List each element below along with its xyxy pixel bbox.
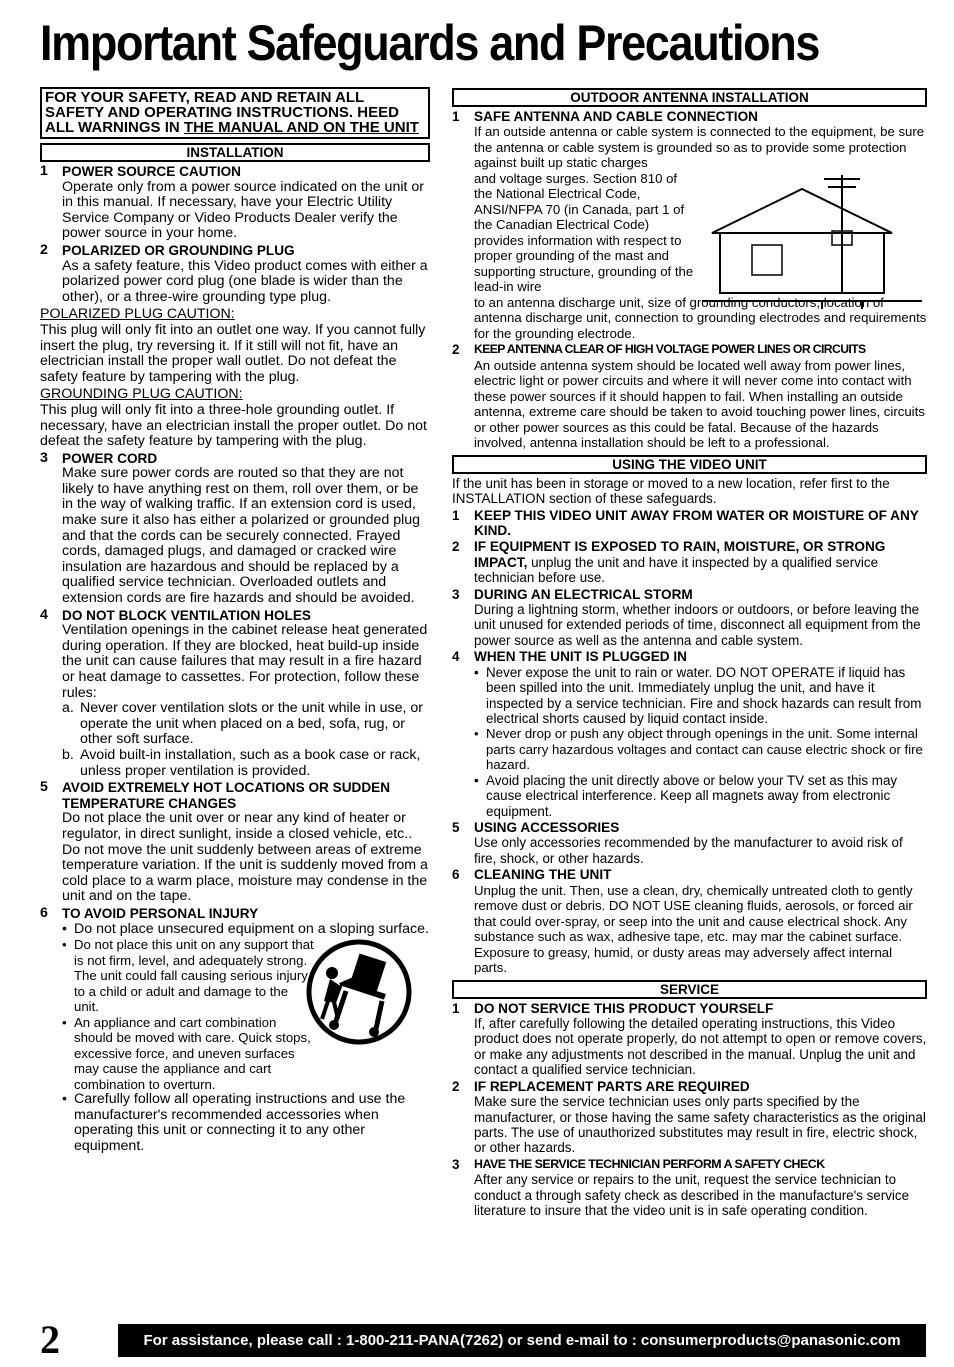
item-number: 2 (452, 539, 460, 555)
item-text: Use only accessories recommended by the manufacturer to avoid risk of fire, shock, or other hazards. (474, 835, 903, 866)
item-title: SAFE ANTENNA AND CABLE CONNECTION (474, 109, 758, 124)
antenna-grounding-diagram (692, 171, 927, 311)
item-text: Unplug the unit. Then, use a clean, dry, chemically untreated cloth to gently remove dust or debris. DO NOT USE cleaning fluids, aerosols, or forced air that could over-spray, or seep into the unit and cause electrical shock. Any substance such as wax, adhesive tape, etc. may mar the cabinet surface. Exposure to greasy, humid, or dusty areas may adversely affect internal parts. (474, 882, 913, 976)
service-item-2 (452, 1079, 927, 1156)
grounding-plug-caution-heading: GROUNDING PLUG CAUTION: (40, 386, 243, 403)
installation-item-4 (40, 608, 430, 780)
item-text: unplug the unit and have it inspected by a qualified service technician before use. (474, 554, 879, 586)
item-title: KEEP THIS VIDEO UNIT AWAY FROM WATER OR MOISTURE OF ANY KIND. (474, 507, 919, 539)
bullet-text: Carefully follow all operating instructions and use the manufacturer's recommended accessories when operating this unit or connecting it to any other equipment. (74, 1091, 406, 1154)
installation-item-2 (40, 243, 430, 305)
item-title: POLARIZED OR GROUNDING PLUG (62, 242, 295, 258)
item-title: KEEP ANTENNA CLEAR OF HIGH VOLTAGE POWER LINES OR CIRCUITS (474, 342, 866, 357)
installation-item-6 (40, 906, 430, 1155)
bullet-icon: • (62, 1014, 67, 1030)
bullet-icon: • (474, 772, 479, 788)
antenna-grounding-block (474, 171, 927, 295)
antenna-item-1 (452, 109, 927, 341)
using-item-4 (452, 649, 927, 819)
service-heading: SERVICE (452, 980, 927, 999)
assistance-banner (118, 1324, 926, 1357)
item-number: 6 (452, 867, 460, 883)
antenna-item-2 (452, 342, 927, 450)
item-title: IF REPLACEMENT PARTS ARE REQUIRED (474, 1078, 750, 1094)
using-item-1 (452, 508, 927, 539)
item-number: 2 (452, 1078, 460, 1094)
bullet-text: Avoid placing the unit directly above or below your TV set as this may cause electrical interference. Keep all magnets away from electronic equipment. (486, 772, 898, 819)
item-number: 6 (40, 904, 48, 921)
service-item-1 (452, 1001, 927, 1078)
sub-rule-label: b. (62, 746, 74, 763)
bullet-text: Never drop or push any object through openings in the unit. Some internal parts carry hazardous voltages and contact can cause electric shock or fire hazard. (486, 726, 923, 773)
outdoor-antenna-heading: OUTDOOR ANTENNA INSTALLATION (452, 88, 927, 107)
item-text: Operate only from a power source indicated on the unit or in this manual. If necessary, have your Electric Utility Service Company or Video Products Dealer verify the power source in your home. (62, 178, 424, 242)
item-text: to an antenna discharge unit, size of grounding conductors, location of antenna discharge unit, connection to grounding electrodes and requirements for the grounding electrode. (474, 294, 927, 341)
using-item-5 (452, 820, 927, 866)
cart-warning-block (62, 937, 430, 1092)
bullet-item (62, 1092, 430, 1154)
bullet-item (62, 922, 430, 938)
item-text: Do not place the unit over or near any kind of heater or regulator, in direct sunlight, inside a closed vehicle, etc.. Do not move the unit suddenly between areas of extreme temperature variation. If the unit is suddenly moved from a cold place to a warm place, moisture may condense in the unit and on the tape. (62, 810, 428, 905)
grounding-plug-caution-text: This plug will only fit into a three-hole grounding outlet. If necessary, have an electrician install the proper outlet. Do not defeat the safety feature by tampering with the plug. (40, 401, 427, 450)
using-intro-text: If the unit has been in storage or moved to a new location, refer first to the INSTALLATION section of these safeguards. (452, 475, 890, 507)
sub-rule-a (62, 701, 430, 748)
item-title: DURING AN ELECTRICAL STORM (474, 586, 693, 602)
safety-notice-line1: FOR YOUR SAFETY, READ AND RETAIN ALL SAFETY AND OPERATING INSTRUCTIONS. HEED ALL WARNINGS IN (45, 89, 399, 136)
safety-notice-box (40, 87, 430, 139)
item-number: 2 (452, 342, 460, 358)
bullet-icon: • (474, 664, 479, 680)
sub-rule-text: Never cover ventilation slots or the unit while in use, or operate the unit when placed on a bed, sofa, rug, or other soft surface. (80, 700, 424, 748)
item-number: 4 (452, 649, 460, 665)
item-number: 3 (452, 586, 460, 602)
cart-tip-over-warning-icon (306, 939, 412, 1045)
item-text: After any service or repairs to the unit, request the service technician to conduct a through safety check as described in the manufacture's service literature to insure that the video unit is in safe operating condition. (474, 1172, 910, 1218)
item-text: If, after carefully following the detailed operating instructions, this Video product does not operate properly, do not attempt to open or remove covers, or make any adjustments not described in the manual. Unplug the unit and contact a qualified service technician. (474, 1016, 927, 1078)
item-title: USING ACCESSORIES (474, 820, 620, 836)
bullet-item (62, 937, 315, 1015)
item-title: WHEN THE UNIT IS PLUGGED IN (474, 649, 687, 665)
using-video-unit-heading: USING THE VIDEO UNIT (452, 455, 927, 474)
installation-heading: INSTALLATION (40, 143, 430, 162)
item-title: CLEANING THE UNIT (474, 867, 612, 883)
item-number: 1 (452, 507, 460, 523)
item-text: Ventilation openings in the cabinet release heat generated during operation. If they are blocked, heat build-up inside the unit can cause failures that may result in a fire hazard or heat damage to cassettes. For protection, follow these rules: (62, 622, 428, 701)
item-title: IF EQUIPMENT IS EXPOSED TO RAIN, MOISTURE, OR STRONG IMPACT, (474, 539, 886, 570)
item-number: 4 (40, 606, 48, 623)
service-item-3 (452, 1157, 927, 1219)
page-number: 2 (40, 1317, 60, 1362)
installation-item-1 (40, 164, 430, 242)
sub-rule-text: Avoid built-in installation, such as a book case or rack, unless proper ventilation is provided. (80, 746, 421, 779)
bullet-icon: • (474, 726, 479, 742)
item-title: HAVE THE SERVICE TECHNICIAN PERFORM A SAFETY CHECK (474, 1156, 825, 1171)
sub-rule-b (62, 748, 430, 779)
using-item-2 (452, 539, 927, 585)
right-column (452, 87, 927, 1218)
item-number: 5 (40, 779, 48, 796)
bullet-item (474, 665, 927, 727)
bullet-text: Do not place unsecured equipment on a sloping surface. (74, 920, 429, 937)
item-text: If an outside antenna or cable system is connected to the equipment, be sure the antenna or cable system is grounded so as to provide some protection against built up static charges (474, 124, 925, 171)
item-title: DO NOT SERVICE THIS PRODUCT YOURSELF (474, 1000, 774, 1016)
sub-rule-label: a. (62, 700, 74, 717)
item-text: During a lightning storm, whether indoors or outdoors, or before leaving the unit unused for extended periods of time, disconnect all equipment from the power source as well as the antenna and cable system. (474, 602, 921, 648)
using-item-6 (452, 867, 927, 975)
bullet-icon: • (62, 920, 67, 937)
bullet-text: An appliance and cart combination should be moved with care. Quick stops, excessive force, and uneven surfaces may cause the appliance and cart combination to overturn. (74, 1014, 311, 1092)
item-title: AVOID EXTREMELY HOT LOCATIONS OR SUDDEN TEMPERATURE CHANGES (62, 780, 391, 811)
item-title: DO NOT BLOCK VENTILATION HOLES (62, 607, 311, 623)
assistance-text: For assistance, please call : 1-800-211-PANA(7262) or send e-mail to : consumerproducts@panasonic.com (143, 1332, 901, 1349)
item-text: As a safety feature, this Video product comes with either a polarized power cord plug (one blade is wider than the other), or a three-wire grounding type plug. (62, 257, 428, 305)
bullet-item (62, 1015, 315, 1093)
bullet-icon: • (62, 1091, 67, 1108)
installation-item-5 (40, 780, 430, 905)
item-title: POWER SOURCE CAUTION (62, 164, 241, 179)
item-number: 1 (452, 109, 460, 124)
item-text: Make sure power cords are routed so that they are not likely to have anything rest on them, roll over them, or be in the way of walking traffic. If an extension cord is used, make sure it also has either a polarized or grounded plug and that the cords can be securely connected. Frayed cords, damaged plugs, and damaged or cracked wire insulation are hazardous and should be replaced by a qualified service technician. Overloaded outlets and extension cords are fire hazards and should be avoided. (62, 465, 421, 607)
bullet-text: Do not place this unit on any support that is not firm, level, and adequately strong. The unit could fall causing serious injury to a child or adult and damage to the unit. (74, 937, 314, 1015)
page-title: Important Safeguards and Precautions (40, 15, 820, 71)
using-item-3 (452, 587, 927, 649)
polarized-plug-caution-heading: POLARIZED PLUG CAUTION: (40, 306, 235, 323)
polarized-plug-caution-text: This plug will only fit into an outlet one way. If you cannot fully insert the plug, try reversing it. If it still will not fit, have an electrician install the proper wall outlet. Do not defeat the safety feature by tampering with the plug. (40, 321, 426, 385)
bullet-item (474, 773, 927, 819)
item-text: and voltage surges. Section 810 of the National Electrical Code, ANSI/NFPA 70 (in Canada, part 1 of the Canadian Electrical Code) provides information with respect to proper grounding of the mast and supporting structure, grounding of the lead-in wire (474, 170, 694, 295)
item-title: POWER CORD (62, 450, 158, 466)
item-number: 3 (452, 1156, 460, 1172)
item-number: 2 (40, 241, 48, 258)
item-number: 1 (40, 163, 48, 179)
item-text: Make sure the service technician uses only parts specified by the manufacturer, or those having the same safety characteristics as the original parts. The use of unauthorized substitutes may result in fire, electric shock, or other hazards. (474, 1094, 926, 1156)
item-title: TO AVOID PERSONAL INJURY (62, 905, 259, 921)
item-number: 5 (452, 820, 460, 836)
installation-item-3 (40, 451, 430, 607)
item-text: An outside antenna system should be located well away from power lines, electric light or power circuits and where it will never come into contact with these power sources if it should happen to fail. When installing an outside antenna, extreme care should be taken to avoid touching power lines, circuits or other power sources as this could be fatal. Because of the hazards involved, antenna installation should be left to a professional. (474, 357, 925, 451)
item-number: 3 (40, 449, 48, 466)
item-number: 1 (452, 1000, 460, 1016)
bullet-text: Never expose the unit to rain or water. DO NOT OPERATE if liquid has been spilled into the unit. Immediately unplug the unit, and have it inspected by a service technician. Fire and shock hazards can result from electrical shorts caused by liquid contact inside. (486, 664, 922, 726)
left-column (40, 87, 430, 1154)
bullet-item (474, 726, 927, 773)
safety-notice-line2: THE MANUAL AND ON THE UNIT (183, 119, 419, 136)
bullet-icon: • (62, 937, 67, 953)
